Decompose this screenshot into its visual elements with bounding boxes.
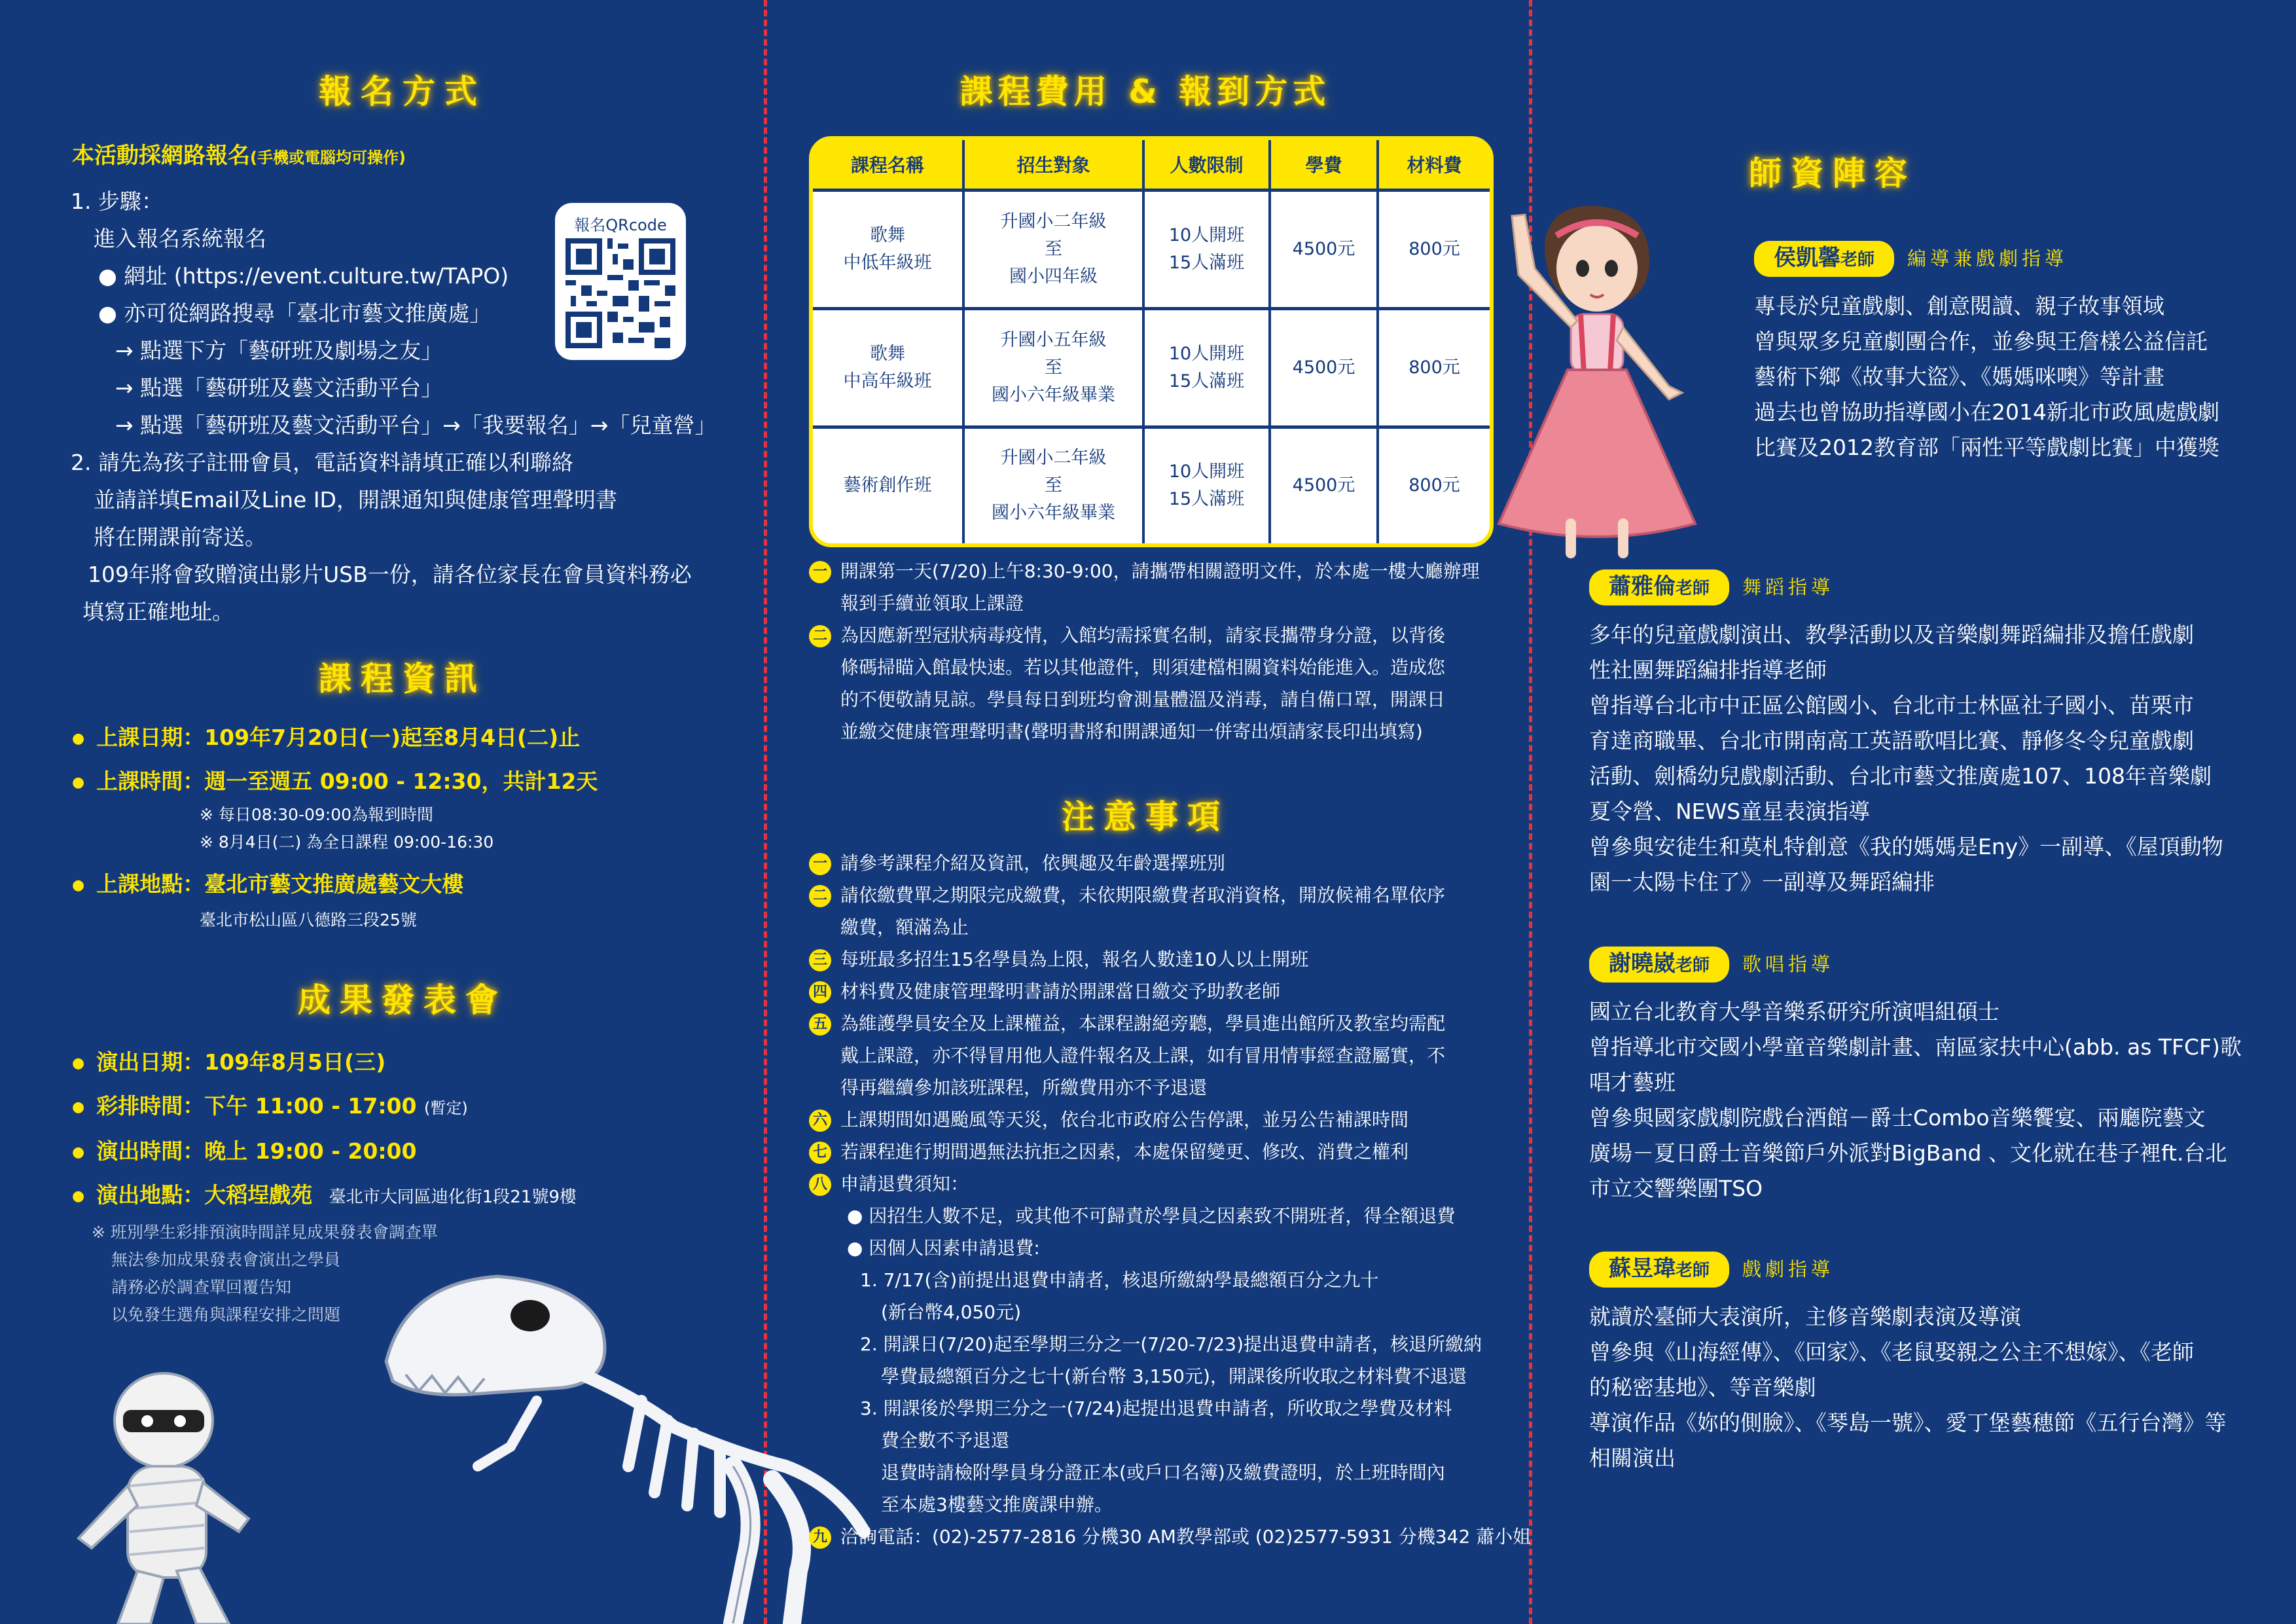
table-row bbox=[813, 427, 1490, 543]
step-line: → 點選下方「藝研班及劇場之友」 bbox=[115, 338, 443, 363]
teacher-bio-line: 國立台北教育大學音樂系研究所演唱組碩士 bbox=[1589, 999, 2000, 1024]
teacher-bio-line: 曾指導北市交國小學童音樂劇計畫、南區家扶中心(abb. as TFCF)歌 bbox=[1589, 1034, 2242, 1060]
table-cell-limit: 10人開班 15人滿班 bbox=[1143, 308, 1270, 427]
refund-line: 2. 開課日(7/20)起至學期三分之一(7/20-7/23)提出退費申請者，核退所繳納 bbox=[860, 1333, 1482, 1355]
list-item: 五 為維護學員安全及上課權益，本課程謝絕旁聽，學員進出館所及教室均需配 bbox=[809, 1007, 1531, 1039]
contact-phone[interactable]: 洽詢電話：(02)-2577-2816 分機30 AM教學部或 (02)2577-5931 分機342 蕭小姐 bbox=[840, 1526, 1532, 1547]
teacher-bio-line: 活動、劍橋幼兒戲劇活動、台北市藝文推廣處107、108年音樂劇 bbox=[1589, 763, 2212, 789]
signup-intro-note: (手機或電腦均可操作) bbox=[250, 149, 406, 167]
course-heading: 課程資訊 bbox=[319, 660, 486, 698]
course-date-label: 上課日期： bbox=[96, 725, 205, 750]
teacher-name-row bbox=[1589, 947, 2242, 983]
teacher-bio-line: 多年的兒童戲劇演出、教學活動以及音樂劇舞蹈編排及擔任戲劇 bbox=[1589, 622, 2194, 647]
table-header-row bbox=[813, 140, 1490, 190]
fee-table-grid bbox=[813, 140, 1490, 543]
number-badge: 四 bbox=[809, 981, 831, 1003]
teacher-role: 編導兼戲劇指導 bbox=[1907, 247, 2068, 270]
teacher-bio-line: 市立交響樂團TSO bbox=[1589, 1176, 1763, 1201]
number-badge: 一 bbox=[809, 561, 831, 583]
refund-line: ● 因招生人數不足，或其他不可歸責於學員之因素致不開班者，得全額退費 bbox=[847, 1205, 1456, 1227]
list-item-cont: 戴上課證，亦不得冒用他人證件報名及上課，如有冒用情事經查證屬實，不 bbox=[840, 1045, 1446, 1066]
teacher-bio-line: 相關演出 bbox=[1589, 1445, 1676, 1471]
mummy-illustration bbox=[65, 1368, 262, 1624]
refund-line: 至本處3樓藝文推廣課申辦。 bbox=[881, 1494, 1113, 1515]
table-cell-limit: 10人開班 15人滿班 bbox=[1143, 427, 1270, 543]
table-cell-limit: 10人開班 15人滿班 bbox=[1143, 190, 1270, 309]
teacher-bio-line: 性社團舞蹈編排指導老師 bbox=[1589, 657, 1827, 683]
teacher-name-badge: 蕭雅倫老師 bbox=[1589, 569, 1729, 605]
table-cell-course: 歌舞 中低年級班 bbox=[813, 190, 963, 309]
table-cell-target: 升國小二年級 至 國小六年級畢業 bbox=[963, 427, 1143, 543]
table-cell-material: 800元 bbox=[1378, 427, 1490, 543]
list-item: 一 開課第一天(7/20)上午8:30-9:00，請攜帶相關證明文件，於本處一樓大廳辦理 bbox=[809, 555, 1480, 587]
number-badge: 五 bbox=[809, 1013, 831, 1036]
notes-heading: 注意事項 bbox=[1062, 798, 1229, 836]
rehearsal-time: 下午 11:00 - 17:00 bbox=[204, 1093, 417, 1119]
step-line: 並請詳填Email及Line ID，開課通知與健康管理聲明書 bbox=[94, 487, 617, 513]
list-item: 三 每班最多招生15名學員為上限，報名人數達10人以上開班 bbox=[809, 943, 1531, 975]
course-time-row bbox=[72, 763, 598, 801]
teacher-bio-line: 比賽及2012教育部「兩性平等戲劇比賽」中獲獎 bbox=[1754, 435, 2219, 460]
number-badge: 七 bbox=[809, 1142, 831, 1164]
rehearsal-row bbox=[72, 1085, 577, 1130]
show-heading: 成果發表會 bbox=[298, 981, 507, 1019]
rehearsal-note: (暫定) bbox=[423, 1099, 468, 1117]
teacher-card bbox=[1754, 241, 2219, 465]
qr-label: 報名QRcode bbox=[574, 216, 667, 234]
number-badge: 三 bbox=[809, 949, 831, 971]
refund-line: 1. 7/17(含)前提出退費申請者，核退所繳納學最總額百分之九十 bbox=[860, 1269, 1379, 1291]
step-line: 將在開課前寄送。 bbox=[94, 524, 266, 550]
teacher-card bbox=[1589, 947, 2242, 1206]
course-time-note: ※ 8月4日(二) 為全日課程 09:00-16:30 bbox=[200, 833, 494, 852]
list-item: 二 為因應新型冠狀病毒疫情，入館均需採實名制，請家長攜帶身分證，以背後 bbox=[809, 619, 1480, 651]
qr-code-icon[interactable] bbox=[565, 238, 675, 348]
show-note-line: 無法參加成果發表會演出之學員 bbox=[111, 1250, 341, 1269]
table-header: 人數限制 bbox=[1143, 140, 1270, 190]
table-cell-course: 藝術創作班 bbox=[813, 427, 963, 543]
teachers-heading: 師資陣容 bbox=[1749, 154, 1916, 192]
step-line: 進入報名系統報名 bbox=[94, 226, 266, 251]
step-line: → 點選「藝研班及藝文活動平台」 bbox=[115, 375, 443, 401]
number-badge: 六 bbox=[809, 1110, 831, 1132]
show-info bbox=[72, 1041, 577, 1219]
teacher-role: 戲劇指導 bbox=[1742, 1258, 1835, 1280]
table-cell-target: 升國小五年級 至 國小六年級畢業 bbox=[963, 308, 1143, 427]
teacher-card bbox=[1589, 1252, 2227, 1476]
list-item: 二 請依繳費單之期限完成繳費，未依期限繳費者取消資格，開放候補名單依序 bbox=[809, 879, 1531, 911]
teacher-role: 歌唱指導 bbox=[1742, 953, 1835, 975]
teacher-bio-line: 曾參與國家戲劇院戲台酒館－爵士Combo音樂饗宴、兩廳院藝文 bbox=[1589, 1105, 2206, 1130]
number-badge: 九 bbox=[809, 1526, 831, 1549]
step-line: ● 亦可從網路搜尋「臺北市藝文推廣處」 bbox=[98, 300, 492, 326]
course-time-note: ※ 每日08:30-09:00為報到時間 bbox=[200, 805, 434, 824]
teacher-bio-line: 就讀於臺師大表演所，主修音樂劇表演及導演 bbox=[1589, 1304, 2021, 1329]
show-note-line: 以免發生選角與課程安排之問題 bbox=[111, 1305, 341, 1324]
table-cell-material: 800元 bbox=[1378, 308, 1490, 427]
teacher-bio-line: 過去也曾協助指導國小在2014新北市政風處戲劇 bbox=[1754, 399, 2219, 425]
step-line: 填寫正確地址。 bbox=[82, 599, 234, 624]
signup-intro-text: 本活動採網路報名 bbox=[72, 143, 250, 169]
course-address: 臺北市松山區八德路三段25號 bbox=[200, 911, 417, 929]
show-date: 109年8月5日(三) bbox=[204, 1049, 386, 1075]
refund-line: 退費時請檢附學員身分證正本(或戶口名簿)及繳費證明，於上班時間內 bbox=[881, 1462, 1445, 1483]
refund-line: 學費最總額百分之七十(新台幣 3,150元)，開課後所收取之材料費不退還 bbox=[881, 1365, 1467, 1387]
teacher-name-badge: 侯凱馨老師 bbox=[1754, 241, 1894, 277]
table-cell-target: 升國小二年級 至 國小四年級 bbox=[963, 190, 1143, 309]
teacher-bio-line: 專長於兒童戲劇、創意閱讀、親子故事領域 bbox=[1754, 293, 2164, 319]
table-header: 招生對象 bbox=[963, 140, 1143, 190]
signup-intro bbox=[72, 137, 406, 170]
teacher-name-row bbox=[1589, 569, 2223, 605]
girl-illustration bbox=[1473, 196, 1721, 563]
table-header: 材料費 bbox=[1378, 140, 1490, 190]
teacher-name-row bbox=[1754, 241, 2219, 277]
number-badge: 一 bbox=[809, 853, 831, 875]
table-cell-fee: 4500元 bbox=[1270, 308, 1378, 427]
show-place: 大稻埕戲苑 bbox=[204, 1182, 313, 1208]
list-item: 七 若課程進行期間遇無法抗拒之因素，本處保留變更、修改、消費之權利 bbox=[809, 1136, 1531, 1168]
fee-heading: 課程費用 & 報到方式 bbox=[960, 73, 1331, 111]
table-header: 課程名稱 bbox=[813, 140, 963, 190]
list-item: 一 請參考課程介紹及資訊，依興趣及年齡選擇班別 bbox=[809, 847, 1531, 879]
teacher-bio-line: 曾指導台北市中正區公館國小、台北市士林區社子國小、苗栗市 bbox=[1589, 693, 2194, 718]
list-item-cont: 得再繼續參加該班課程，所繳費用亦不予退還 bbox=[840, 1077, 1208, 1098]
signup-heading: 報名方式 bbox=[319, 73, 486, 111]
teacher-bio-line: 藝術下鄉《故事大盜》、《媽媽咪噢》等計畫 bbox=[1754, 364, 2164, 389]
rehearsal-label: 彩排時間： bbox=[96, 1093, 205, 1119]
fee-table bbox=[809, 136, 1494, 547]
course-info bbox=[72, 719, 598, 934]
show-time: 晚上 19:00 - 20:00 bbox=[204, 1138, 417, 1164]
teacher-name-badge: 蘇昱瑋老師 bbox=[1589, 1252, 1729, 1288]
list-item-cont: 並繳交健康管理聲明書(聲明書將和開課通知一併寄出煩請家長印出填寫) bbox=[840, 721, 1423, 742]
list-item: 八 申請退費須知： bbox=[809, 1168, 1531, 1200]
show-place-row bbox=[72, 1174, 577, 1219]
list-item: 四 材料費及健康管理聲明書請於開課當日繳交予助教老師 bbox=[809, 975, 1531, 1007]
refund-line: ● 因個人因素申請退費: bbox=[847, 1237, 1040, 1259]
show-note-line: 請務必於調查單回覆告知 bbox=[111, 1278, 292, 1297]
teacher-bio-line: 夏令營、NEWS童星表演指導 bbox=[1589, 799, 1871, 824]
step-line: 2. 請先為孩子註冊會員，電話資料請填正確以利聯絡 bbox=[71, 450, 573, 475]
list-item: 六 上課期間如遇颱風等天災，依台北市政府公告停課，並另公告補課時間 bbox=[809, 1104, 1531, 1136]
teacher-bio-line: 曾參與《山海經傳》、《回家》、《老鼠娶親之公主不想嫁》、《老師 bbox=[1589, 1339, 2194, 1365]
teacher-name-row bbox=[1589, 1252, 2227, 1288]
step-line: 1. 步驟： bbox=[71, 189, 163, 214]
table-row bbox=[813, 190, 1490, 309]
table-row bbox=[813, 308, 1490, 427]
teacher-role: 舞蹈指導 bbox=[1742, 576, 1835, 598]
teacher-bio-line: 的秘密基地》、等音樂劇 bbox=[1589, 1375, 1816, 1400]
show-date-label: 演出日期： bbox=[96, 1049, 205, 1075]
show-date-row bbox=[72, 1041, 577, 1085]
number-badge: 二 bbox=[809, 625, 831, 647]
step-line: 109年將會致贈演出影片USB一份，請各位家長在會員資料務必 bbox=[88, 562, 692, 587]
teacher-name-badge: 謝曉崴老師 bbox=[1589, 947, 1729, 983]
course-place: 臺北市藝文推廣處藝文大樓 bbox=[204, 871, 464, 897]
list-item-cont: 的不便敬請見諒。學員每日到班均會測量體溫及消毒，請自備口罩，開課日 bbox=[840, 689, 1446, 710]
teacher-bio-line: 唱才藝班 bbox=[1589, 1070, 1676, 1095]
number-badge: 二 bbox=[809, 885, 831, 907]
refund-line: 3. 開課後於學期三分之一(7/24)起提出退費申請者，所收取之學費及材料 bbox=[860, 1398, 1452, 1419]
table-cell-material: 800元 bbox=[1378, 190, 1490, 309]
teacher-bio-line: 園一太陽卡住了》一副導及舞蹈編排 bbox=[1589, 869, 1935, 895]
table-cell-fee: 4500元 bbox=[1270, 190, 1378, 309]
teacher-bio-line: 導演作品《妳的側臉》、《琴島一號》、愛丁堡藝穗節《五行台灣》等 bbox=[1589, 1410, 2227, 1435]
show-place-label: 演出地點： bbox=[96, 1182, 205, 1208]
teacher-bio-line: 育達商職畢、台北市開南高工英語歌唱比賽、靜修冬令兒童戲劇 bbox=[1589, 728, 2194, 753]
teacher-card bbox=[1589, 569, 2223, 900]
course-place-label: 上課地點： bbox=[96, 871, 205, 897]
list-item-cont: 條碼掃瞄入館最快速。若以其他證件，則須建檔相關資料始能進入。造成您 bbox=[840, 657, 1446, 678]
show-time-label: 演出時間： bbox=[96, 1138, 205, 1164]
show-address: 臺北市大同區迪化街1段21號9樓 bbox=[329, 1187, 577, 1207]
qr-card[interactable] bbox=[555, 203, 686, 360]
course-time-label: 上課時間： bbox=[96, 768, 205, 794]
show-time-row bbox=[72, 1130, 577, 1174]
notes-list bbox=[809, 847, 1531, 1553]
table-cell-fee: 4500元 bbox=[1270, 427, 1378, 543]
teacher-bio-line: 曾參與安徒生和莫札特創意《我的媽媽是Eny》一副導、《屋頂動物 bbox=[1589, 834, 2223, 859]
table-header: 學費 bbox=[1270, 140, 1378, 190]
table-cell-course: 歌舞 中高年級班 bbox=[813, 308, 963, 427]
step-line: → 點選「藝研班及藝文活動平台」→「我要報名」→「兒童營」 bbox=[115, 412, 717, 438]
step-url-line: ● 網址 (https://event.culture.tw/TAPO) bbox=[98, 263, 509, 289]
teacher-bio-line: 廣場－夏日爵士音樂節戶外派對BigBand 、文化就在巷子裡ft.台北 bbox=[1589, 1140, 2227, 1166]
course-place-row bbox=[72, 865, 598, 904]
checkin-list bbox=[809, 555, 1480, 748]
show-note-line: ※ 班別學生彩排預演時間詳見成果發表會調查單 bbox=[92, 1223, 438, 1242]
course-date: 109年7月20日(一)起至8月4日(二)止 bbox=[204, 725, 581, 750]
course-date-row bbox=[72, 719, 598, 757]
list-item-cont: 報到手續並領取上課證 bbox=[840, 592, 1024, 614]
contact-row bbox=[809, 1521, 1531, 1553]
list-item-cont: 繳費，額滿為止 bbox=[840, 916, 969, 938]
refund-line: (新台幣4,050元) bbox=[881, 1301, 1022, 1323]
refund-line: 費全數不予退還 bbox=[881, 1430, 1010, 1451]
teacher-bio-line: 曾與眾多兒童劇團合作，並參與王詹樣公益信託 bbox=[1754, 329, 2208, 354]
number-badge: 八 bbox=[809, 1174, 831, 1196]
dinosaur-skeleton-illustration bbox=[367, 1231, 877, 1624]
course-time: 週一至週五 09:00 - 12:30，共計12天 bbox=[204, 768, 598, 794]
